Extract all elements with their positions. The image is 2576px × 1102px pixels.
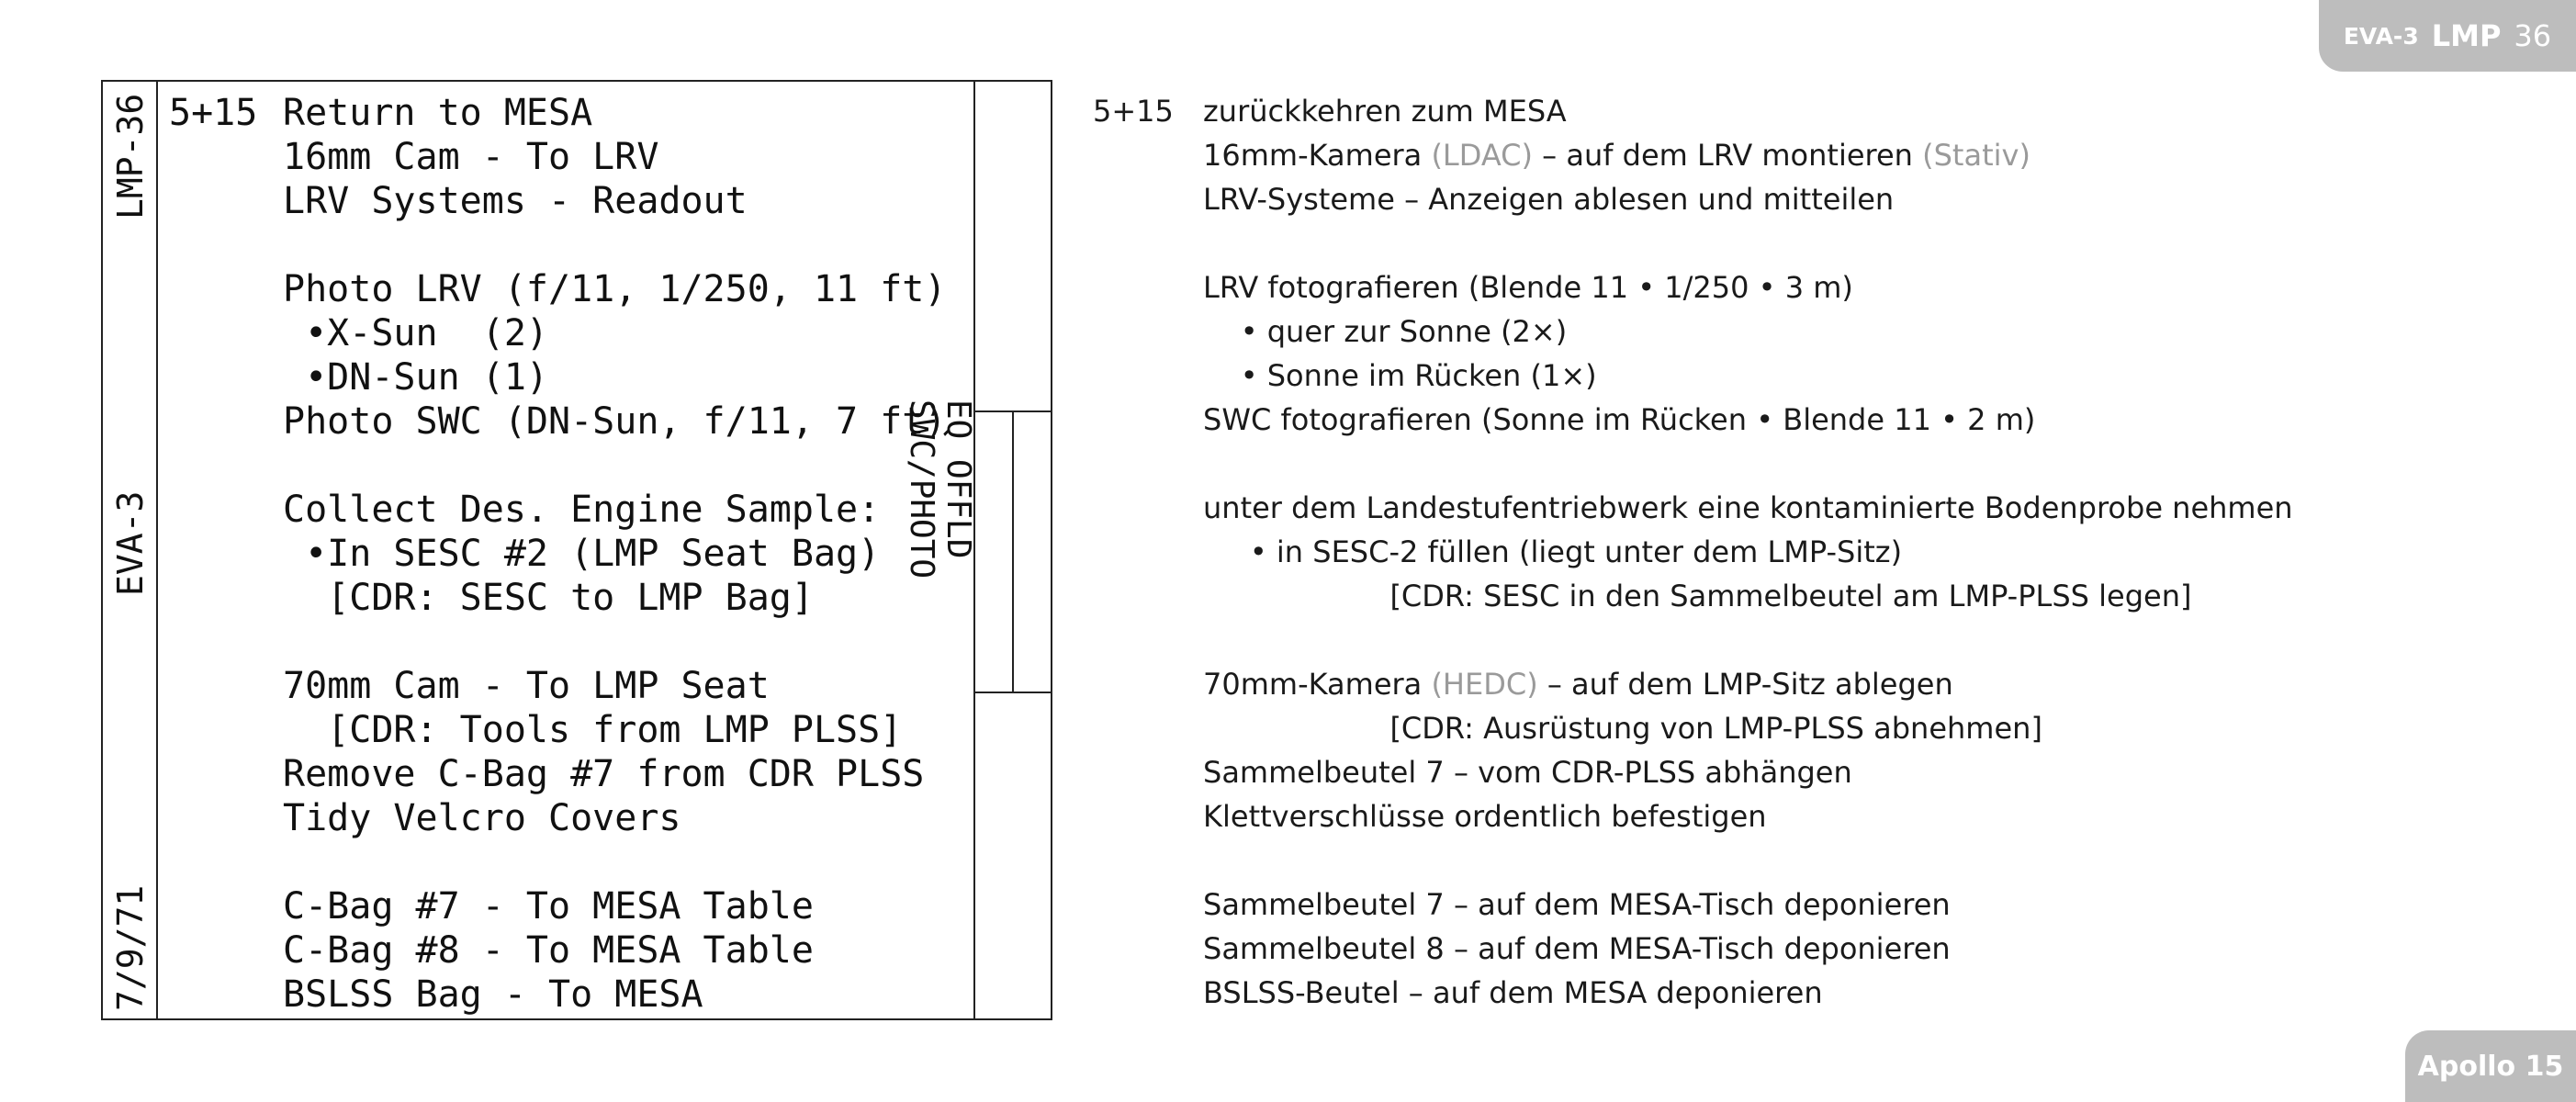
checklist-line	[169, 179, 968, 223]
checklist-line	[169, 399, 968, 444]
translation-line	[1093, 354, 2379, 398]
line-text: LRV fotografieren (Blende 11 • 1/250 • 3 m)	[1203, 270, 1853, 305]
side-box-mid-line	[1012, 410, 1014, 693]
page-header-tab	[2319, 0, 2576, 72]
checklist-line	[169, 708, 968, 752]
page-number: 36	[2514, 18, 2552, 53]
translation-line	[1093, 89, 2379, 133]
mission-tab	[2405, 1030, 2576, 1102]
line-text: Tidy Velcro Covers	[283, 797, 681, 839]
mission-label: Apollo 15	[2417, 1050, 2564, 1083]
line-text: LRV-Systeme – Anzeigen ablesen und mitteilen	[1203, 182, 1895, 217]
checklist-line	[169, 752, 968, 796]
line-text: •DN-Sun (1)	[283, 356, 548, 399]
equipment-abbrev: (LDAC)	[1431, 138, 1533, 173]
line-text: C-Bag #8 - To MESA Table	[283, 929, 814, 972]
line-text: – auf dem LMP-Sitz ablegen	[1537, 667, 1953, 702]
translation-line	[1093, 486, 2379, 530]
checklist-line	[169, 355, 968, 399]
line-text: • quer zur Sonne (2×)	[1203, 314, 1568, 349]
translation-line	[1093, 927, 2379, 971]
checklist-lines	[169, 91, 968, 1017]
line-text: Sammelbeutel 8 – auf dem MESA-Tisch deponieren	[1203, 931, 1951, 966]
translation-line	[1093, 706, 2379, 750]
crew-label: LMP	[2431, 18, 2502, 53]
line-time: 5+15	[169, 92, 258, 134]
checklist-line	[169, 311, 968, 355]
margin-page-id: LMP-36	[110, 93, 151, 219]
line-text: Sammelbeutel 7 – vom CDR-PLSS abhängen	[1203, 755, 1852, 790]
checklist-line	[169, 796, 968, 840]
checklist-line	[169, 267, 968, 311]
checklist-line	[169, 444, 968, 488]
checklist-line	[169, 532, 968, 576]
translation-line	[1093, 750, 2379, 794]
checklist-line	[169, 91, 968, 135]
line-text: [CDR: SESC to LMP Bag]	[283, 577, 814, 619]
checklist-line	[169, 576, 968, 620]
side-label-swc-photo: SWC/PHOTO	[903, 399, 940, 579]
translation-line	[1093, 574, 2379, 618]
checklist-line	[169, 840, 968, 884]
line-text: LRV Systems - Readout	[283, 180, 748, 222]
translation-line	[1093, 221, 2379, 265]
translation-line	[1093, 133, 2379, 177]
line-text: • Sonne im Rücken (1×)	[1203, 358, 1597, 393]
line-text: Sammelbeutel 7 – auf dem MESA-Tisch deponieren	[1203, 887, 1951, 922]
line-text: 70mm-Kamera	[1203, 667, 1432, 702]
translation-line	[1093, 177, 2379, 221]
checklist-line	[169, 884, 968, 928]
translation-line	[1093, 442, 2379, 486]
line-text: 16mm-Kamera	[1203, 138, 1432, 173]
checklist-line	[169, 488, 968, 532]
line-text: [CDR: SESC in den Sammelbeutel am LMP-PLSS legen]	[1203, 579, 2192, 613]
translation-column	[1093, 89, 2379, 1015]
line-text: Klettverschlüsse ordentlich befestigen	[1203, 799, 1767, 834]
translation-line	[1093, 398, 2379, 442]
eva-label: EVA-3	[2343, 22, 2419, 50]
translation-line	[1093, 838, 2379, 883]
line-text: Remove C-Bag #7 from CDR PLSS	[283, 753, 925, 795]
translation-line	[1093, 265, 2379, 309]
line-text: •In SESC #2 (LMP Seat Bag)	[283, 533, 881, 575]
translation-line	[1093, 618, 2379, 662]
line-text: [CDR: Ausrüstung von LMP-PLSS abnehmen]	[1203, 711, 2042, 746]
line-text: 16mm Cam - To LRV	[283, 136, 659, 178]
checklist-line	[169, 664, 968, 708]
margin-date: 7/9/71	[110, 884, 151, 1011]
line-text: BSLSS Bag - To MESA	[283, 973, 703, 1016]
line-text: zurückkehren zum MESA	[1203, 94, 1567, 129]
side-label-eq-offld: EQ OFFLD	[939, 399, 977, 559]
checklist-line	[169, 928, 968, 973]
line-text: •X-Sun (2)	[283, 312, 548, 354]
checklist-box	[101, 80, 1052, 1020]
line-text: Photo LRV (f/11, 1/250, 11 ft)	[283, 268, 947, 310]
checklist-line	[169, 973, 968, 1017]
line-text: BSLSS-Beutel – auf dem MESA deponieren	[1203, 975, 1823, 1010]
line-text: SWC fotografieren (Sonne im Rücken • Blende 11 • 2 m)	[1203, 402, 2036, 437]
translation-line	[1093, 883, 2379, 927]
margin-eva-id: EVA-3	[110, 490, 151, 596]
line-text: • in SESC-2 füllen (liegt unter dem LMP-Sitz)	[1203, 534, 1903, 569]
line-text: C-Bag #7 - To MESA Table	[283, 885, 814, 928]
translation-line	[1093, 794, 2379, 838]
line-time: 5+15	[1093, 94, 1174, 129]
equipment-abbrev: (HEDC)	[1431, 667, 1538, 702]
line-text: – auf dem LRV montieren	[1532, 138, 1923, 173]
margin-divider	[156, 82, 158, 1018]
checklist-line	[169, 223, 968, 267]
equipment-note: (Stativ)	[1922, 138, 2030, 173]
line-text: Collect Des. Engine Sample:	[283, 489, 881, 531]
line-text: 70mm Cam - To LMP Seat	[283, 665, 770, 707]
line-text: Return to MESA	[283, 92, 593, 134]
translation-line	[1093, 530, 2379, 574]
translation-line	[1093, 309, 2379, 354]
translation-line	[1093, 971, 2379, 1015]
line-text: [CDR: Tools from LMP PLSS]	[283, 709, 903, 751]
line-text: unter dem Landestufentriebwerk eine kontaminierte Bodenprobe nehmen	[1203, 490, 2293, 525]
checklist-line	[169, 620, 968, 664]
translation-line	[1093, 662, 2379, 706]
checklist-line	[169, 135, 968, 179]
line-text: Photo SWC (DN-Sun, f/11, 7 ft)	[283, 400, 947, 443]
